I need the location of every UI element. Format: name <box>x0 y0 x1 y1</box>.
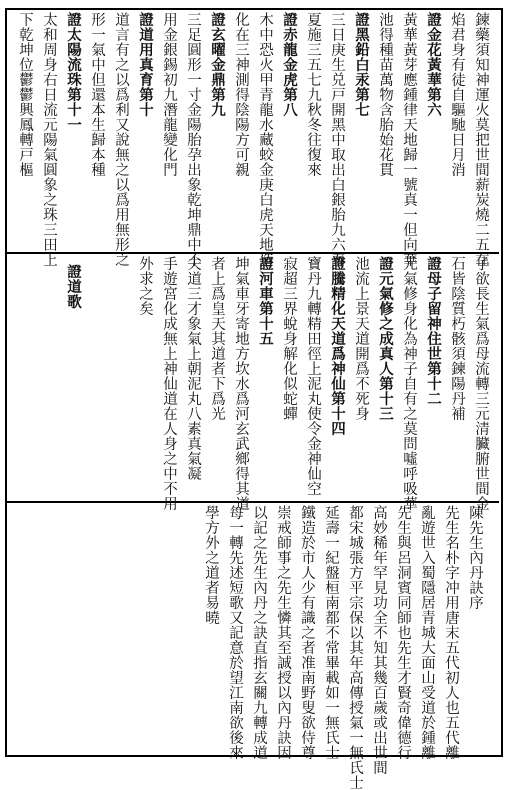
text-column: 化在三神測得陰陽方可親 <box>233 12 249 177</box>
section-heading: 證道歌 <box>65 264 82 309</box>
text-column: 學方外之道者易曉 <box>203 505 219 625</box>
text-column: 三日庚生兑戸開黑中取出白銀胎九六春 <box>329 12 345 267</box>
text-column: 都宋城張方平宗保以其年高傳授氣一無氏士 <box>347 505 363 790</box>
section-heading: 證河車第十五 <box>257 256 274 346</box>
text-column: 每一轉先述短歌又記意於望江南欲後來 <box>227 505 243 760</box>
text-column: 者上爲皇天其道者下爲光 <box>209 256 225 421</box>
text-column: 元氣修身化為神子自有之莫問噓呼吸華 <box>401 256 417 511</box>
text-column: 坤氣車牙寄地方坎水爲河玄武鄉得其道 <box>233 256 249 511</box>
text-column: 夫道三才象氣上朝泥丸八素真氣凝 <box>185 256 201 481</box>
section-heading: 證道用真育第十 <box>137 12 154 117</box>
section-divider-1 <box>7 252 499 254</box>
section-heading: 證赤龍金虎第八 <box>281 12 298 117</box>
text-column: 以記之先生內丹之訣直指玄關九轉成道 <box>251 505 267 760</box>
section-2 <box>10 256 496 511</box>
section-heading: 證黑鉛白汞第七 <box>353 12 370 117</box>
text-column: 陳先生內丹訣序 <box>467 505 483 610</box>
text-column: 手遊宮化成無上神仙道在人身之中不用 <box>161 256 177 511</box>
text-column: 下乾坤位鬱鬱興鳳轉戸樞 <box>17 12 33 177</box>
section-heading: 證元氣修之成真人第十三 <box>377 256 394 421</box>
text-column: 太和周身右日流元陽氣圓象之珠三田上 <box>41 12 57 267</box>
text-column: 道言有之以爲利又說無之以爲用無形之 <box>113 12 129 267</box>
text-column: 外求之矣 <box>137 256 153 316</box>
text-column: 亂遊世入蜀隱居青城大面山受道於鍾離 <box>419 505 435 760</box>
text-column: 延壽一紀盤桓南都不常畢載如一無氏士 <box>323 505 339 760</box>
text-column: 子欲長生氣爲母流轉三元清臟腑世間金 <box>473 256 489 511</box>
text-column: 寂超三界蛻身解化似蛇蟬 <box>281 256 297 421</box>
text-column: 石皆陰質朽骸須鍊陽丹補 <box>449 256 465 421</box>
section-heading: 證金花黃華第六 <box>425 12 442 117</box>
section-divider-2 <box>7 501 499 503</box>
text-column: 寶丹九轉精田徑上泥丸使令金神仙空 <box>305 256 321 496</box>
text-column: 先生與呂洞賓同師也先生才賢奇偉德行 <box>395 505 411 760</box>
text-column: 夏施三五七九秋冬往復來 <box>305 12 321 177</box>
section-heading: 證母子留神住世第十二 <box>425 256 442 406</box>
text-column: 用金銀錫初九潛龍變化門 <box>161 12 177 177</box>
text-column: 焰君身有徒自驅馳日月消 <box>449 12 465 177</box>
text-column: 形一氣中但還本生歸本種 <box>89 12 105 177</box>
text-column: 池得種苗萬物含胎始花貫 <box>377 12 393 177</box>
section-heading: 證玄曜金鼎第九 <box>209 12 226 117</box>
text-column: 鍊藥須知神運火莫把世間薪炭燒二五在 <box>473 12 489 267</box>
section-1 <box>10 12 496 267</box>
section-heading: 證太陽流珠第十一 <box>65 12 82 132</box>
text-column: 先生名朴字冲用唐末五代初人也五代離 <box>443 505 459 760</box>
text-column: 黃華黃芽應鍾律天地歸一號真一但向華 <box>401 12 417 267</box>
text-column: 池流上景天道開爲不死身 <box>353 256 369 421</box>
section-3 <box>10 505 496 790</box>
text-column: 木中恐火甲青龍水藏蛟金庚白虎天地造 <box>257 12 273 267</box>
text-column: 三足圓形一寸金陽胎孕出象乾坤鼎中不 <box>185 12 201 267</box>
section-heading: 證騰精化天道爲神仙第十四 <box>329 256 346 436</box>
text-column: 高妙稀年罕見功全不知其幾百歲或出世間 <box>371 505 387 775</box>
text-column: 鐵造於市人少有識之者准南野叟欲侍尊 <box>299 505 315 760</box>
text-column: 崇戒師事之先生憐其至誠授以內丹訣因 <box>275 505 291 760</box>
